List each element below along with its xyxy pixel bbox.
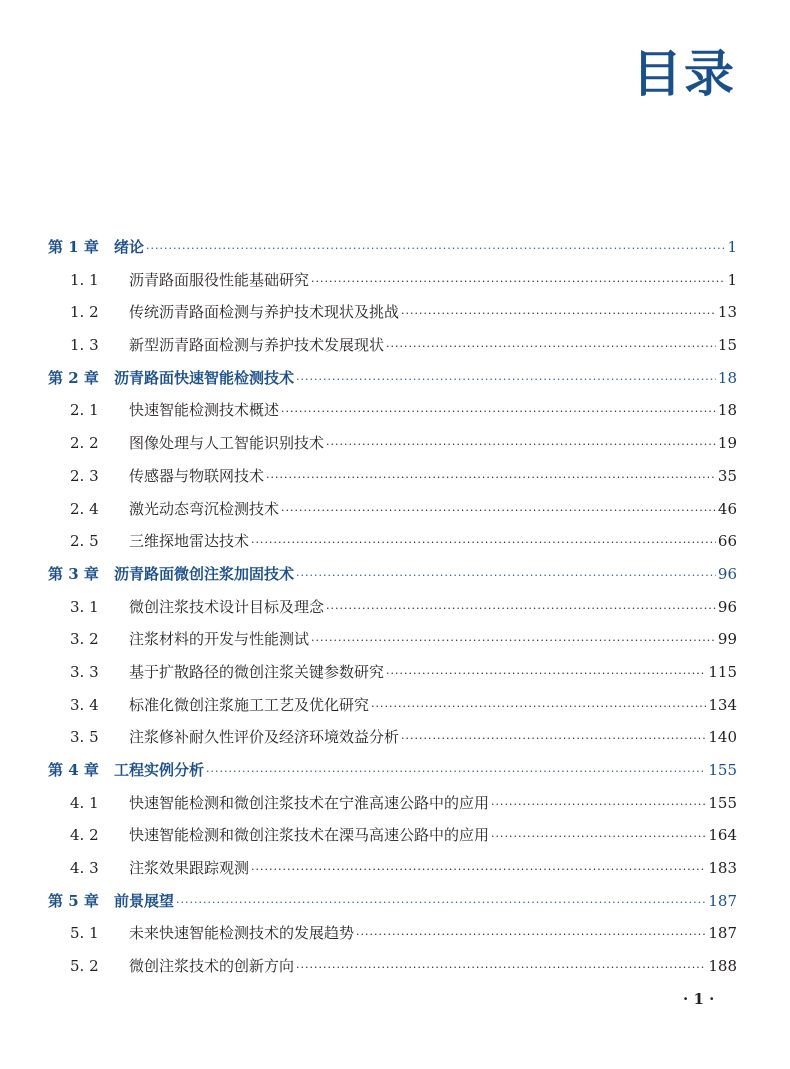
toc-chapter-entry[interactable] <box>48 233 737 266</box>
entry-page: 18 <box>717 368 737 387</box>
entry-number: 4. 2 <box>70 826 99 845</box>
leader-dots <box>176 889 706 917</box>
entry-number: 5. 1 <box>70 924 99 943</box>
leader-dots <box>146 235 725 263</box>
leader-dots <box>386 660 706 688</box>
entry-page: 1 <box>727 238 737 256</box>
leader-dots <box>371 693 706 721</box>
entry-title: 图像处理与人工智能识别技术 <box>129 434 325 453</box>
entry-page: 99 <box>717 630 737 649</box>
leader-dots <box>356 921 706 949</box>
toc-section-entry[interactable] <box>48 429 737 462</box>
entry-page: 155 <box>708 793 737 812</box>
entry-title: 注浆材料的开发与性能测试 <box>129 630 310 649</box>
entry-number: 5. 2 <box>70 957 99 976</box>
leader-dots <box>266 464 716 492</box>
leader-dots <box>386 333 716 361</box>
entry-number: 2. 3 <box>70 466 99 485</box>
toc-section-entry[interactable] <box>48 789 737 822</box>
toc-section-entry[interactable] <box>48 331 737 364</box>
entry-page: 155 <box>708 761 737 779</box>
toc-section-entry[interactable] <box>48 298 737 331</box>
entry-number: 第 3 章 <box>48 564 99 583</box>
entry-title: 基于扩散路径的微创注浆关键参数研究 <box>129 662 385 681</box>
entry-title: 未来快速智能检测技术的发展趋势 <box>129 924 355 943</box>
entry-page: 18 <box>717 401 737 420</box>
toc-section-entry[interactable] <box>48 691 737 724</box>
entry-number: 第 2 章 <box>48 368 99 387</box>
entry-title: 微创注浆技术设计目标及理念 <box>129 597 325 616</box>
toc-section-entry[interactable] <box>48 821 737 854</box>
toc-section-entry[interactable] <box>48 462 737 495</box>
entry-number: 2. 4 <box>70 499 99 518</box>
leader-dots <box>401 300 716 328</box>
entry-title: 微创注浆技术的创新方向 <box>129 957 295 976</box>
entry-number: 3. 2 <box>70 630 99 649</box>
entry-page: 66 <box>717 532 737 551</box>
leader-dots <box>281 497 716 525</box>
leader-dots <box>296 562 716 590</box>
entry-title: 三维探地雷达技术 <box>129 532 250 551</box>
leader-dots <box>491 791 706 819</box>
entry-number: 2. 1 <box>70 401 99 420</box>
entry-page: 188 <box>708 957 737 976</box>
entry-number: 3. 5 <box>70 728 99 747</box>
toc-chapter-entry[interactable] <box>48 364 737 397</box>
entry-title: 传统沥青路面检测与养护技术现状及挑战 <box>129 303 400 322</box>
entry-number: 1. 3 <box>70 336 99 355</box>
entry-title: 快速智能检测和微创注浆技术在宁淮高速公路中的应用 <box>129 793 490 812</box>
leader-dots <box>326 431 716 459</box>
toc-chapter-entry[interactable] <box>48 560 737 593</box>
entry-title: 沥青路面服役性能基础研究 <box>129 270 310 289</box>
entry-number: 第 5 章 <box>48 891 99 910</box>
leader-dots <box>326 595 716 623</box>
entry-page: 19 <box>717 434 737 453</box>
entry-page: 115 <box>708 662 737 681</box>
toc-section-entry[interactable] <box>48 527 737 560</box>
toc-chapter-entry[interactable] <box>48 887 737 920</box>
entry-page: 15 <box>717 336 737 355</box>
leader-dots <box>311 627 716 655</box>
page-title: 目录 <box>632 44 736 103</box>
entry-number: 3. 3 <box>70 662 99 681</box>
toc-chapter-entry[interactable] <box>48 756 737 789</box>
entry-title: 注浆修补耐久性评价及经济环境效益分析 <box>129 728 400 747</box>
entry-number: 2. 5 <box>70 532 99 551</box>
toc-section-entry[interactable] <box>48 396 737 429</box>
entry-number: 第 1 章 <box>48 238 99 256</box>
entry-number: 3. 4 <box>70 695 99 714</box>
entry-page: 35 <box>717 466 737 485</box>
entry-number: 2. 2 <box>70 434 99 453</box>
toc-section-entry[interactable] <box>48 593 737 626</box>
entry-title: 传感器与物联网技术 <box>129 466 265 485</box>
entry-title: 激光动态弯沉检测技术 <box>129 499 280 518</box>
entry-title: 标准化微创注浆施工工艺及优化研究 <box>129 695 370 714</box>
entry-title: 工程实例分析 <box>114 761 205 779</box>
toc-section-entry[interactable] <box>48 495 737 528</box>
toc-section-entry[interactable] <box>48 919 737 952</box>
leader-dots <box>281 398 716 426</box>
entry-title: 前景展望 <box>114 891 175 910</box>
leader-dots <box>296 954 706 982</box>
entry-page: 46 <box>717 499 737 518</box>
entry-number: 第 4 章 <box>48 761 99 779</box>
entry-number: 3. 1 <box>70 597 99 616</box>
toc-section-entry[interactable] <box>48 625 737 658</box>
leader-dots <box>296 366 716 394</box>
leader-dots <box>251 529 716 557</box>
leader-dots <box>401 725 706 753</box>
entry-page: 96 <box>717 597 737 616</box>
entry-page: 183 <box>708 859 737 878</box>
entry-page: 187 <box>708 924 737 943</box>
entry-page: 187 <box>708 891 737 910</box>
entry-title: 注浆效果跟踪观测 <box>129 859 250 878</box>
leader-dots <box>206 758 706 786</box>
toc-section-entry[interactable] <box>48 952 737 985</box>
entry-title: 绪论 <box>114 238 145 256</box>
page-number: · 1 · <box>683 990 715 1008</box>
toc-section-entry[interactable] <box>48 658 737 691</box>
entry-page: 140 <box>708 728 737 747</box>
toc-section-entry[interactable] <box>48 723 737 756</box>
entry-title: 快速智能检测技术概述 <box>129 401 280 420</box>
entry-page: 134 <box>708 695 737 714</box>
leader-dots <box>311 268 725 296</box>
entry-title: 沥青路面快速智能检测技术 <box>114 368 295 387</box>
entry-title: 新型沥青路面检测与养护技术发展现状 <box>129 336 385 355</box>
entry-page: 96 <box>717 564 737 583</box>
leader-dots <box>251 856 706 884</box>
toc-section-entry[interactable] <box>48 266 737 299</box>
entry-page: 164 <box>708 826 737 845</box>
entry-page: 13 <box>717 303 737 322</box>
entry-number: 4. 1 <box>70 793 99 812</box>
entry-title: 快速智能检测和微创注浆技术在溧马高速公路中的应用 <box>129 826 490 845</box>
table-of-contents <box>48 233 737 985</box>
entry-number: 4. 3 <box>70 859 99 878</box>
entry-number: 1. 1 <box>70 270 99 289</box>
entry-page: 1 <box>727 270 737 289</box>
toc-section-entry[interactable] <box>48 854 737 887</box>
leader-dots <box>491 823 706 851</box>
entry-title: 沥青路面微创注浆加固技术 <box>114 564 295 583</box>
entry-number: 1. 2 <box>70 303 99 322</box>
